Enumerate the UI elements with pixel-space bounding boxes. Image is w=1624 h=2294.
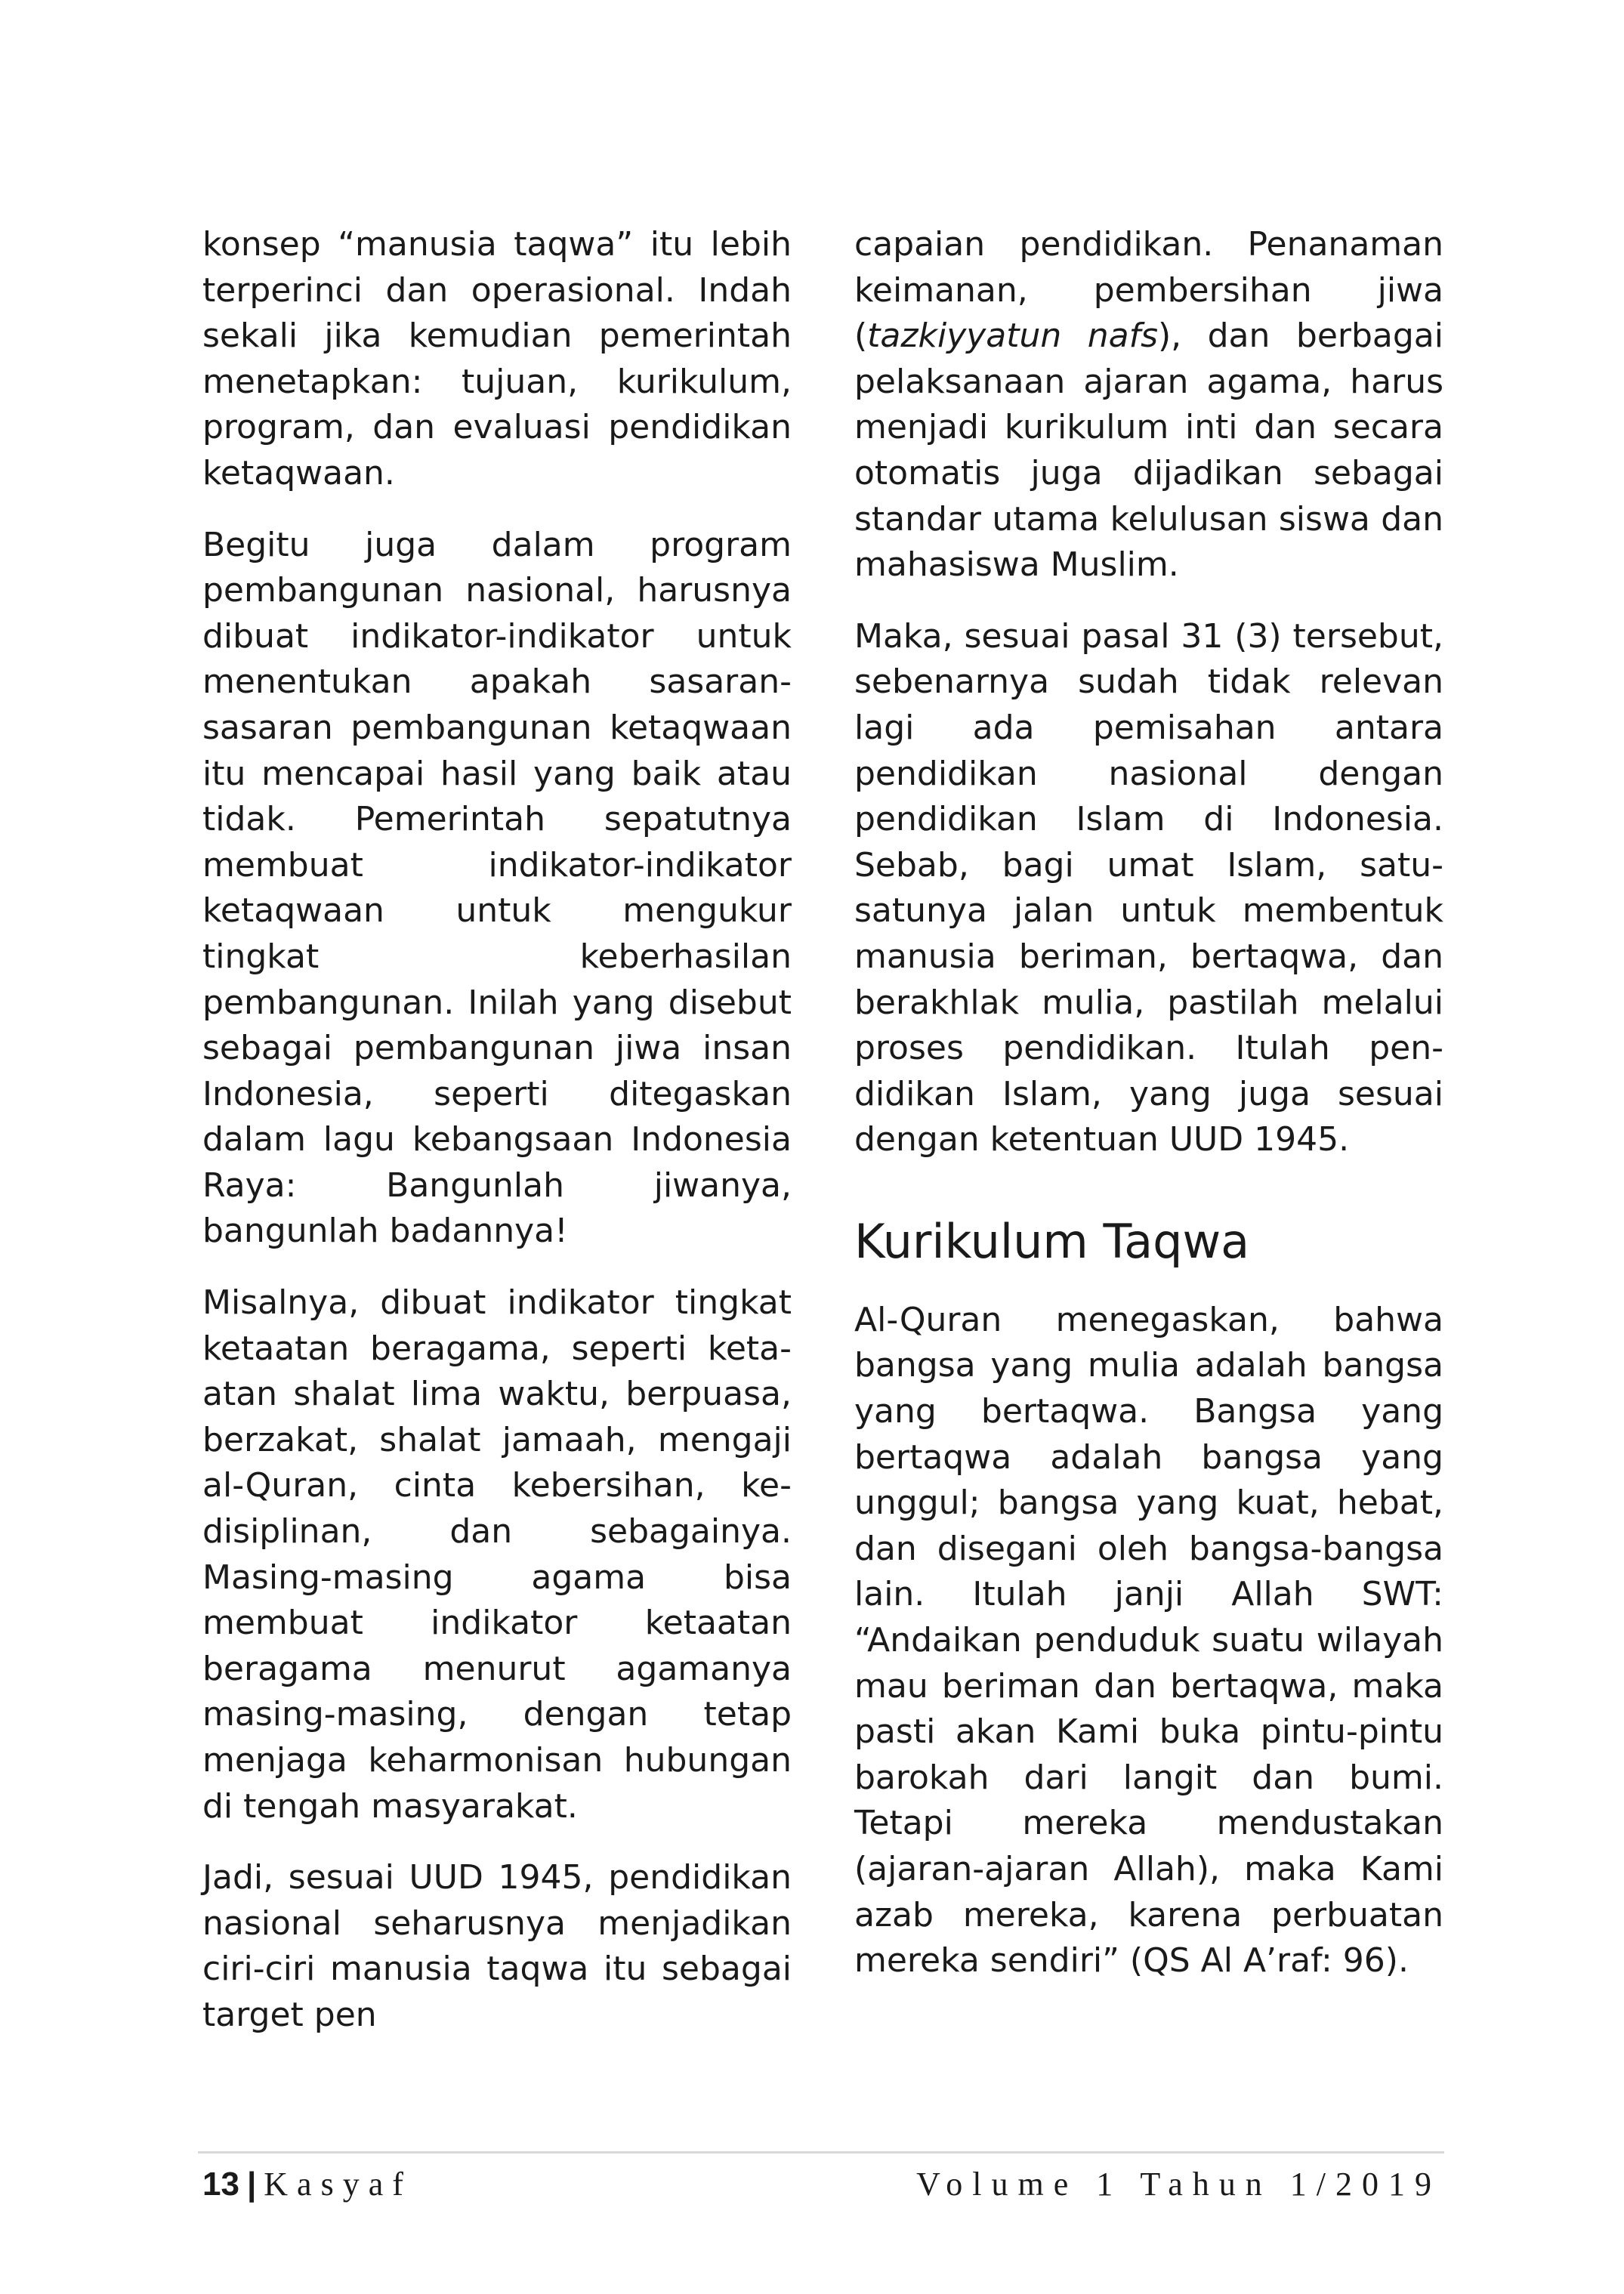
- paragraph: konsep “manusia taqwa” itu lebih terperinci dan operasional. Indah sekali jika kemudian pemerintah menetapkan: tujuan, kurikulum, program, dan evaluasi pendidikan ketaqwaan.: [202, 225, 792, 492]
- text-run: capaian pendidikan. Penanaman keimanan, pembersihan jiwa (: [854, 225, 1443, 356]
- page-footer: [202, 2162, 1441, 2207]
- italic-term: tazkiyyatun nafs: [867, 316, 1158, 356]
- page-number: 13: [202, 2166, 239, 2203]
- paragraph: Misalnya, dibuat indikator tingkat ketaatan beragama, seperti ketaatan shalat lima waktu, berpuasa, berzakat, shalat jamaah, mengaji al-Quran, cinta kebersihan, kedisiplinan, dan sebagainya. Masing-masing agama bisa membuat indikator ketaatan beragama menurut agamanya masing-masing, dengan tetap menjaga keharmonisan hubungan di tengah masyarakat.: [202, 1283, 792, 1826]
- footer-left: [202, 2162, 412, 2207]
- journal-name: Kasyaf: [264, 2166, 412, 2203]
- text-run: ), dan berbagai pelaksanaan ajaran agama, harus menjadi kurikulum inti dan secara otomatis juga dijadikan sebagai standar utama kelulusan siswa dan mahasiswa Muslim.: [854, 316, 1443, 585]
- paragraph: Begitu juga dalam program pembangunan nasional, harusnya dibuat indikator-indikator untuk menentukan apakah sasaran-sasaran pembangunan ketaqwaan itu mencapai hasil yang baik atau tidak. Pemerintah sepatutnya membuat indikator-indikator ketaqwaan untuk mengukur tingkat keberhasilan pembangunan. Inilah yang disebut sebagai pembangunan jiwa insan Indonesia, seperti ditegaskan dalam lagu kebangsaan Indonesia Raya: Bangunlah jiwanya, bangunlah badannya!: [202, 525, 792, 1251]
- paragraph: Jadi, sesuai UUD 1945, pendidikan nasional seharusnya menjadikan ciri-ciri manusia taqwa itu sebagai target pen: [202, 1858, 792, 2034]
- left-column: [202, 222, 792, 2039]
- right-column: [854, 222, 1443, 1984]
- paragraph: Al-Quran menegaskan, bahwa bangsa yang mulia adalah bangsa yang bertaqwa. Bangsa yang bertaqwa adalah bangsa yang unggul; bangsa yang kuat, hebat, dan disegani oleh bangsa-bangsa lain. Itulah janji Allah SWT: “Andaikan penduduk suatu wilayah mau beriman dan bertaqwa, maka pasti akan Kami buka pintu-pintu barokah dari langit dan bumi. Tetapi mereka mendustakan (ajaran-ajaran Allah), maka Kami azab mereka, karena perbuatan mereka sendiri” (QS Al A’raf: 96).: [854, 1300, 1443, 1981]
- footer-divider: [198, 2151, 1444, 2154]
- section-heading: Kurikulum Taqwa: [854, 1213, 1250, 1269]
- paragraph: Maka, sesuai pasal 31 (3) tersebut, sebenarnya sudah tidak relevan lagi ada pemisahan antara pendidikan nasional dengan pendidikan Islam di Indonesia. Sebab, bagi umat Islam, satu-satunya jalan untuk membentuk manusia beriman, bertaqwa, dan berakhlak mulia, pastilah melalui proses pendidikan. Itulah pendidikan Islam, yang juga sesuai dengan ketentuan UUD 1945.: [854, 616, 1443, 1159]
- footer-separator: |: [246, 2166, 257, 2203]
- volume-info: Volume 1 Tahun 1/2019: [916, 2166, 1441, 2203]
- paragraph: [854, 222, 1443, 588]
